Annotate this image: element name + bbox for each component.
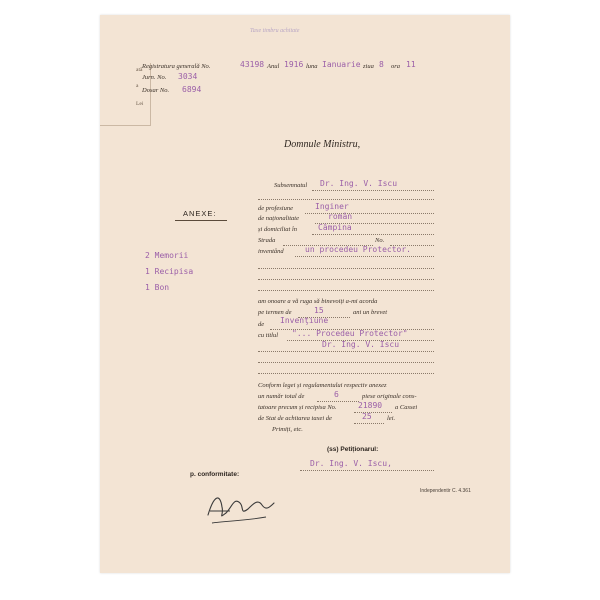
petitioner-label: (ss) Petiționarul: bbox=[327, 446, 379, 453]
termen-label: pe termen de bbox=[258, 309, 292, 316]
registration-number: 43198 bbox=[240, 60, 265, 69]
stamp-box-line-2: a bbox=[136, 83, 139, 89]
inventand-label: inventând bbox=[258, 248, 284, 255]
annex-item: 1 Bon bbox=[145, 283, 170, 292]
month-label: luna bbox=[306, 63, 318, 70]
termen-value: 15 bbox=[314, 306, 324, 315]
de-label: de bbox=[258, 321, 265, 328]
conform-pieces-value: 6 bbox=[334, 390, 339, 399]
conform-line-1: Conform legei și regulamentului respectiv anexez bbox=[258, 382, 387, 389]
conform-receipt-value: 21890 bbox=[358, 401, 383, 410]
year-value: 1916 bbox=[284, 60, 304, 69]
conform-line-2a: un număr total de bbox=[258, 393, 305, 400]
jurn-number: 3034 bbox=[178, 72, 198, 81]
stamp-box-line-3: Lei bbox=[136, 101, 144, 107]
day-value: 8 bbox=[379, 60, 384, 69]
document-page bbox=[100, 15, 510, 573]
nationalitate-label: de naționalitate bbox=[258, 215, 299, 222]
conform-tax-value: 25 bbox=[362, 412, 372, 421]
stamp-box bbox=[100, 63, 151, 126]
year-label: Anul bbox=[267, 63, 280, 70]
titlu-value: "... Procedeu Protector" bbox=[292, 329, 408, 338]
dosar-label: Dosar No. bbox=[142, 87, 170, 94]
hour-value: 11 bbox=[406, 60, 416, 69]
titlu-value-2: Dr. Ing. V. Iscu bbox=[322, 340, 400, 349]
stamp-top-text: Taxe timbru achitate bbox=[250, 28, 300, 34]
dosar-number: 6894 bbox=[182, 85, 202, 94]
registration-label: Registratura generală No. bbox=[142, 63, 211, 70]
annex-title: ANEXE: bbox=[183, 209, 217, 218]
subsemnatul-value: Dr. Ing. V. Iscu bbox=[320, 179, 398, 188]
annex-rule bbox=[175, 220, 227, 221]
conform-line-4b: lei. bbox=[387, 415, 396, 422]
nationalitate-value: român bbox=[328, 212, 353, 221]
subsemnatul-label: Subsemnatul bbox=[274, 182, 308, 189]
annex-item: 2 Memorii bbox=[145, 251, 189, 260]
ani-label: ani un brevet bbox=[353, 309, 388, 316]
signature bbox=[200, 485, 280, 533]
jurn-label: Jurn. No. bbox=[142, 74, 167, 81]
conform-line-3b: a Cassei bbox=[395, 404, 418, 411]
profesiune-label: de profesiune bbox=[258, 205, 293, 212]
conform-line-4a: de Stat de achitarea taxei de bbox=[258, 415, 332, 422]
petitioner-value: Dr. Ing. V. Iscu, bbox=[310, 459, 392, 468]
domiciliu-label: și domiciliat în bbox=[258, 226, 297, 233]
conformity-label: p. conformitate: bbox=[190, 471, 240, 478]
month-value: Ianuarie bbox=[322, 60, 361, 69]
day-label: ziua bbox=[363, 63, 374, 70]
strada-label: Strada bbox=[258, 237, 276, 244]
primiti-text: Primiți, etc. bbox=[272, 426, 303, 433]
de-value: Invenţiune bbox=[280, 316, 329, 325]
stamp-box-line-1: ată bbox=[136, 67, 143, 73]
salutation: Domnule Ministru, bbox=[284, 139, 361, 150]
domiciliu-value: Câmpina bbox=[318, 223, 352, 232]
request-line-1: am onoare a vă ruga să binevoiți a-mi acorda bbox=[258, 298, 378, 305]
titlu-label: cu titlul bbox=[258, 332, 279, 339]
conform-line-2b: piese originale cons- bbox=[362, 393, 417, 400]
footer-code: Independentir C. 4.361 bbox=[420, 488, 471, 494]
conform-line-3a: tatoare precum și recipisa No. bbox=[258, 404, 337, 411]
profesiune-value: Inginer bbox=[315, 202, 349, 211]
no-label: No. bbox=[375, 237, 385, 244]
inventand-value: un procedeu Protector. bbox=[305, 245, 411, 254]
hour-label: ora bbox=[391, 63, 401, 70]
annex-item: 1 Recipisa bbox=[145, 267, 194, 276]
signature-scribble bbox=[200, 485, 280, 533]
